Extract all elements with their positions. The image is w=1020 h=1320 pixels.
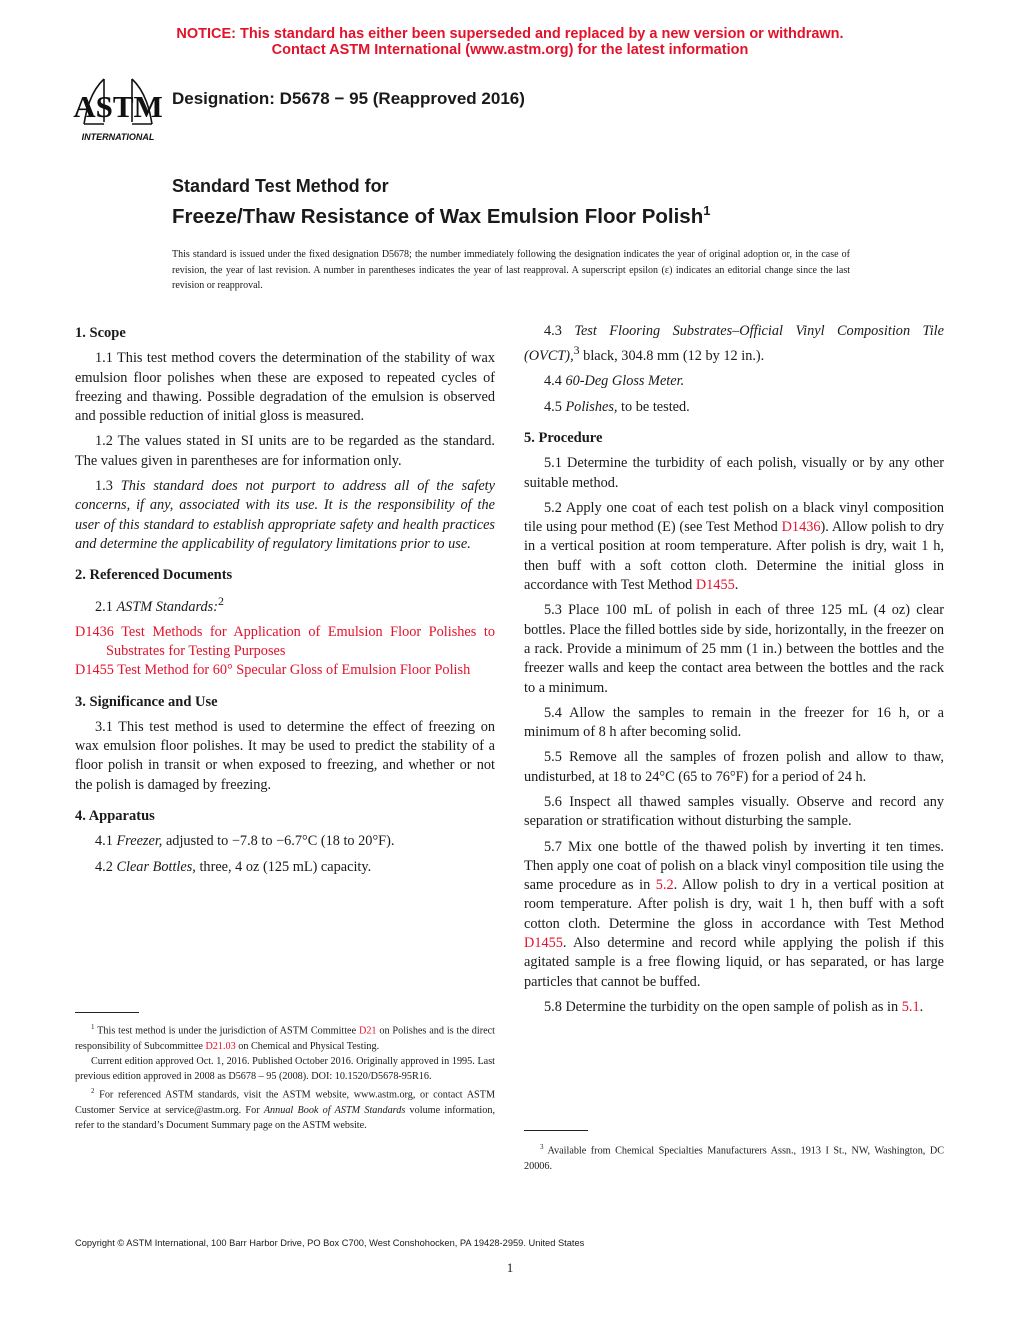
paragraph-number: 4.4 — [544, 373, 566, 390]
footnote-rule-left — [75, 1012, 139, 1013]
paragraph-1-1: 1.1 This test method covers the determination of the stability of wax emulsion floor polishes when these are exposed to repeated cycles of freezing and thawing. Possible degradation of the emulsion is observed and possible reduction of initial gloss is measured. — [75, 350, 495, 425]
footnote-text: on Polishes and is the direct responsibility of Subcommittee — [75, 1025, 495, 1052]
title-line-1: Standard Test Method for — [172, 176, 389, 196]
paragraph-5-8 — [524, 998, 944, 1017]
ref-title: Test Methods for Application of Emulsion Floor Polishes to Substrates for Testing Purposes — [106, 623, 495, 659]
ref-d1436-link[interactable] — [75, 623, 495, 662]
footnote-mark: 3 — [540, 1143, 544, 1151]
paragraph-text: ). Allow polish to dry in a vertical position at room temperature. After polish is dry, wait 1 h, then buff with a soft cotton cloth. Determine the initial gloss in accordance with Test Method — [524, 519, 945, 594]
paragraph-text: 5.7 Mix one bottle of the thawed polish by inverting it ten times. Then apply one coat of polish on a black vinyl composition tile using the same procedure as in — [524, 838, 944, 894]
paragraph-5-2 — [524, 499, 944, 595]
ref-title: Test Method for 60° Specular Gloss of Emulsion Floor Polish — [113, 662, 471, 679]
document-title — [172, 174, 710, 230]
paragraph-5-3: 5.3 Place 100 mL of polish in each of three 125 mL (4 oz) clear bottles. Place the filled bottles side by side, horizontally, in the freezer on a rack. Provide a minimum of 25 mm (1 in.) between the bottles and the freezer walls and keep the contact area between the bottles and the rack to a minimum. — [524, 602, 944, 696]
subcommittee-d21-03-link[interactable]: D21.03 — [205, 1040, 236, 1052]
paragraph-number: 4.1 — [95, 833, 117, 850]
footnote-text: Available from Chemical Specialties Manufacturers Assn., 1913 I St., NW, Washington, DC 20006. — [524, 1145, 944, 1172]
paragraph-number: 1.3 — [95, 478, 121, 495]
left-column — [75, 322, 495, 883]
paragraph-number: 2.1 — [95, 598, 117, 615]
paragraph-4-1 — [75, 832, 495, 851]
paragraph-4-3 — [524, 322, 944, 366]
astm-standards-label: ASTM Standards: — [116, 598, 218, 615]
paragraph-number: 4.5 — [544, 398, 566, 415]
footnote-2 — [75, 1084, 495, 1133]
section-heading-scope: 1. Scope — [75, 325, 126, 341]
astm-logo — [70, 72, 166, 146]
item-text: black, 304.8 mm (12 by 12 in.). — [579, 348, 765, 365]
footnote-text: on Chemical and Physical Testing. — [235, 1040, 380, 1052]
paragraph-5-7 — [524, 838, 944, 992]
item-term: Clear Bottles, — [116, 858, 196, 875]
intro-note: This standard is issued under the fixed designation D5678; the number immediately following the designation indicates the year of original adoption or, in the case of revision, the year of last revision. A number in parentheses indicates the year of last reapproval. A superscript epsilon (ε) indicates an editorial change since the last revision or reapproval. — [172, 249, 850, 291]
notice-line-1: NOTICE: This standard has either been superseded and replaced by a new version or withdrawn. — [176, 26, 844, 42]
ref-d1436-inline-link[interactable]: D1436 — [781, 519, 821, 536]
footnote-1-edition: Current edition approved Oct. 1, 2016. Published October 2016. Originally approved in 1995. Last previous edition approved in 2008 as D5678 – 95 (2008). DOI: 10.1520/D5678-95R16. — [75, 1055, 495, 1082]
ref-d1455-inline-link[interactable]: D1455 — [524, 935, 563, 952]
notice-line-2: Contact ASTM International (www.astm.org) for the latest information — [271, 42, 749, 58]
footnotes-left — [75, 1020, 495, 1133]
footnote-text: This test method is under the jurisdiction of ASTM Committee — [94, 1025, 359, 1037]
section-heading-significance: 3. Significance and Use — [75, 693, 218, 710]
paragraph-4-2 — [75, 858, 495, 877]
paragraph-1-3 — [75, 477, 495, 554]
paragraph-text: 5.8 Determine the turbidity on the open sample of polish as in — [544, 998, 902, 1015]
safety-caveat: This standard does not purport to address all of the safety concerns, if any, associated with its use. It is the responsibility of the user of this standard to establish appropriate safety and health practices and determine the applicability of regulatory limitations prior to use. — [75, 478, 495, 552]
footnote-1 — [75, 1020, 495, 1054]
paragraph-4-5 — [524, 398, 944, 417]
paragraph-text: . — [919, 998, 924, 1015]
footnote-mark: 2 — [91, 1087, 95, 1096]
item-term: 60-Deg Gloss Meter. — [565, 373, 685, 390]
page-number: 1 — [506, 1260, 514, 1275]
section-heading-procedure: 5. Procedure — [524, 429, 603, 446]
footnote-3 — [524, 1140, 944, 1174]
paragraph-2-1 — [75, 592, 495, 617]
copyright-line: Copyright © ASTM International, 100 Barr Harbor Drive, PO Box C700, West Conshohocken, PA 19428-2959. United States — [75, 1238, 585, 1248]
paragraph-5-4: 5.4 Allow the samples to remain in the freezer for 16 h, or a minimum of 8 h after becoming solid. — [524, 704, 944, 741]
ref-code: D1455 — [75, 662, 114, 679]
committee-d21-link[interactable]: D21 — [358, 1025, 377, 1037]
item-text: adjusted to −7.8 to −6.7°C (18 to 20°F). — [162, 833, 395, 850]
ref-d1455-link[interactable] — [75, 661, 495, 680]
footnote-mark-3: 3 — [573, 343, 580, 358]
footnote-mark-2: 2 — [218, 593, 224, 608]
paragraph-5-1: 5.1 Determine the turbidity of each polish, visually or by any other suitable method. — [524, 455, 944, 491]
paragraph-number: 4.3 — [544, 323, 575, 339]
paragraph-text: . Also determine and record while applying the polish if this agitated sample is a free flowing liquid, or has separated, or has large particles that cannot be buffed. — [524, 935, 944, 990]
title-line-2 — [172, 198, 710, 230]
paragraph-text: . Allow polish to dry in a vertical position at room temperature. After polish is dry, wait 1 h, then buff with a soft cotton cloth. Determine the gloss in accordance with Test Method — [524, 877, 944, 932]
logo-subtitle: INTERNATIONAL — [81, 132, 155, 142]
paragraph-3-1: 3.1 This test method is used to determine the effect of freezing on wax emulsion floor polishes. It may be used to predict the stability of a floor polish in transit or when exposed to freezing, and whether or not the polish is damaged by freezing. — [75, 718, 495, 793]
footnote-emphasis: Annual Book of ASTM Standards — [263, 1104, 406, 1116]
footnote-text: volume information, refer to the standard’s Document Summary page on the ASTM website. — [75, 1104, 495, 1131]
paragraph-1-2: 1.2 The values stated in SI units are to be regarded as the standard. The values given in parentheses are for information only. — [75, 433, 495, 469]
title-main: Freeze/Thaw Resistance of Wax Emulsion Floor Polish — [172, 205, 704, 228]
item-term: Test Flooring Substrates–Official Vinyl Composition Tile (OVCT), — [524, 323, 944, 365]
ref-code: D1436 — [75, 623, 114, 640]
paragraph-number: 4.2 — [95, 858, 117, 875]
footnote-mark: 1 — [91, 1023, 95, 1031]
paragraph-5-5: 5.5 Remove all the samples of frozen polish and allow to thaw, undisturbed, at 18 to 24°C (65 to 76°F) for a period of 24 h. — [524, 749, 944, 785]
footnote-text: For referenced ASTM standards, visit the ASTM website, www.astm.org, or contact ASTM Customer Service at service@astm.org. For — [75, 1089, 495, 1116]
footnotes-right — [524, 1140, 944, 1174]
notice-banner — [0, 26, 1020, 58]
item-text: three, 4 oz (125 mL) capacity. — [195, 858, 372, 875]
paragraph-5-6: 5.6 Inspect all thawed samples visually. Observe and record any separation or stratification without disturbing the sample. — [524, 794, 944, 830]
paragraph-text: 5.2 Apply one coat of each test polish on a black vinyl composition tile using pour method (E) (see Test Method — [524, 499, 944, 536]
section-5-1-link[interactable]: 5.1 — [901, 998, 920, 1015]
section-heading-referenced-documents: 2. Referenced Documents — [75, 567, 233, 584]
logo-text: ASTM — [73, 89, 163, 124]
right-column — [524, 322, 944, 1023]
paragraph-text: . — [734, 577, 739, 594]
item-term: Freezer, — [116, 833, 163, 850]
ref-d1455-inline-link[interactable]: D1455 — [695, 577, 735, 594]
paragraph-4-4 — [524, 372, 944, 391]
title-footnote-mark: 1 — [703, 203, 711, 218]
designation: Designation: D5678 − 95 (Reapproved 2016) — [172, 89, 525, 108]
section-heading-apparatus: 4. Apparatus — [75, 808, 155, 824]
item-text: to be tested. — [617, 398, 690, 415]
footnote-rule-right — [524, 1130, 588, 1131]
section-5-2-link[interactable]: 5.2 — [655, 877, 674, 894]
item-term: Polishes, — [565, 398, 618, 415]
